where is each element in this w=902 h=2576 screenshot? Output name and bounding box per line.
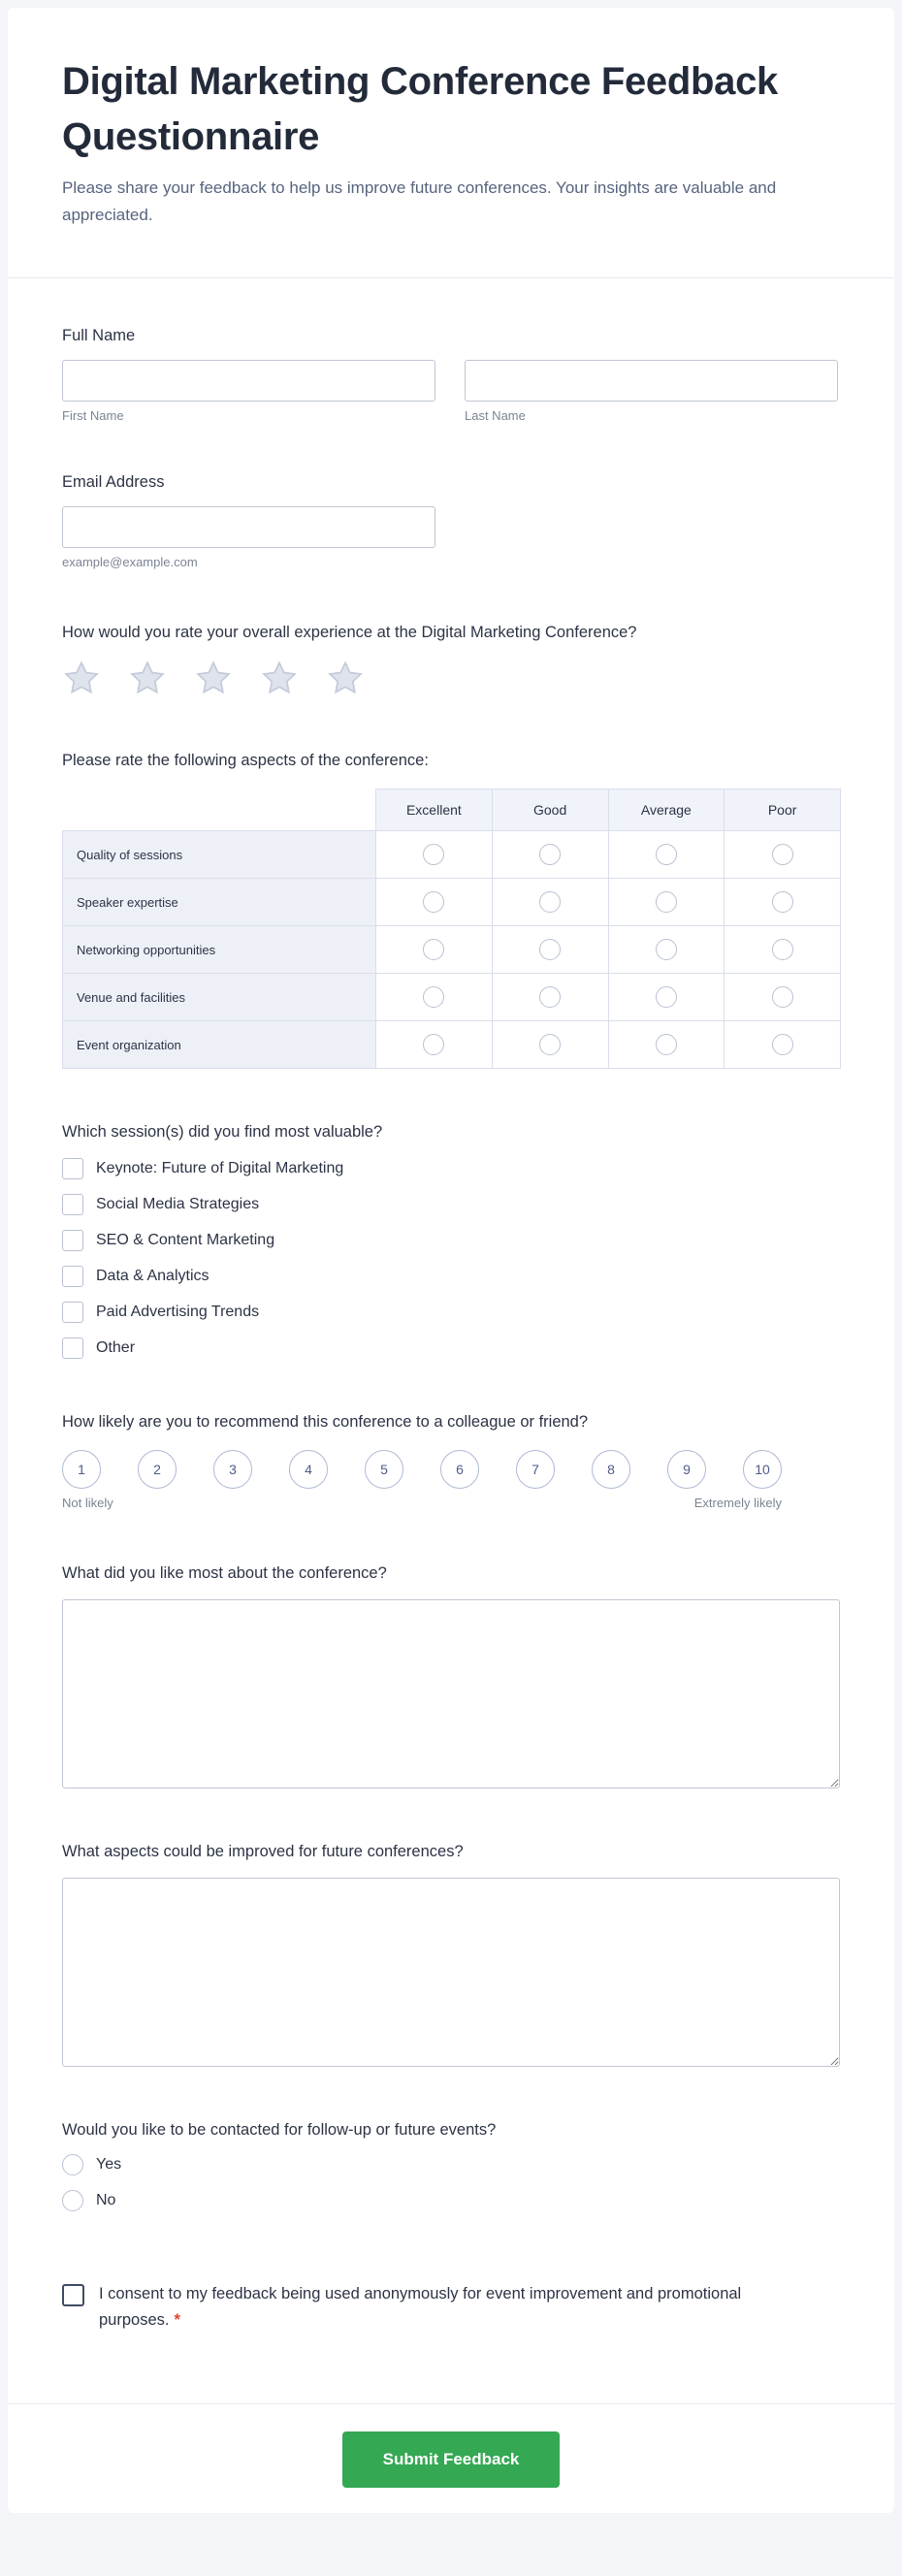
matrix-row [63, 1021, 841, 1069]
matrix-col-header: Good [492, 789, 608, 831]
form-footer [8, 2403, 894, 2513]
matrix-row-label: Speaker expertise [63, 879, 376, 926]
session-checkbox[interactable] [62, 1302, 83, 1323]
matrix-radio[interactable] [656, 891, 677, 913]
matrix-radio[interactable] [539, 1034, 561, 1055]
matrix-row-label: Event organization [63, 1021, 376, 1069]
question-improvements [62, 1841, 840, 2067]
nps-circle-4[interactable]: 4 [289, 1450, 328, 1489]
matrix-row [63, 879, 841, 926]
nps-circle-8[interactable]: 8 [592, 1450, 630, 1489]
matrix-radio[interactable] [423, 844, 444, 865]
question-recommend [62, 1411, 840, 1510]
matrix-col-header: Average [608, 789, 725, 831]
matrix-row-label: Quality of sessions [63, 831, 376, 879]
session-option-label: Data & Analytics [96, 1268, 209, 1284]
matrix-radio[interactable] [772, 1034, 793, 1055]
question-liked-most [62, 1562, 840, 1788]
nps-scale [62, 1450, 782, 1489]
contact-option-label: No [96, 2192, 116, 2208]
nps-left-label: Not likely [62, 1496, 113, 1510]
nps-circle-7[interactable]: 7 [516, 1450, 555, 1489]
session-checkbox[interactable] [62, 1230, 83, 1251]
last-name-input[interactable] [465, 360, 838, 402]
checkbox-option [62, 1302, 840, 1323]
matrix-radio[interactable] [656, 1034, 677, 1055]
session-checkbox[interactable] [62, 1194, 83, 1215]
matrix-radio[interactable] [772, 891, 793, 913]
overall-rating-label: How would you rate your overall experience at the Digital Marketing Conference? [62, 624, 637, 641]
email-input[interactable] [62, 506, 435, 548]
session-checkbox[interactable] [62, 1337, 83, 1359]
contact-option-label: Yes [96, 2156, 122, 2173]
checkbox-option [62, 1266, 840, 1287]
session-checkbox[interactable] [62, 1158, 83, 1179]
star-icon[interactable] [326, 659, 365, 697]
star-rating [62, 659, 840, 697]
matrix-row [63, 926, 841, 974]
question-overall-experience [62, 622, 840, 697]
sessions-options [62, 1158, 840, 1359]
matrix-radio[interactable] [772, 939, 793, 960]
contact-radio-no[interactable] [62, 2190, 83, 2211]
contact-radio-yes[interactable] [62, 2154, 83, 2175]
matrix-radio[interactable] [539, 891, 561, 913]
matrix-radio[interactable] [772, 986, 793, 1008]
consent-label [99, 2281, 821, 2334]
form-card [8, 8, 894, 2513]
nps-circle-6[interactable]: 6 [440, 1450, 479, 1489]
contact-label: Would you like to be contacted for follow-up or future events? [62, 2121, 497, 2139]
question-contact [62, 2119, 840, 2211]
matrix-radio[interactable] [539, 844, 561, 865]
nps-circle-9[interactable]: 9 [667, 1450, 706, 1489]
nps-circle-5[interactable]: 5 [365, 1450, 403, 1489]
checkbox-option [62, 1230, 840, 1251]
session-option-label: Paid Advertising Trends [96, 1304, 260, 1320]
checkbox-option [62, 1158, 840, 1179]
name-fields-row [62, 360, 840, 423]
matrix-radio[interactable] [656, 844, 677, 865]
liked-most-label: What did you like most about the conference? [62, 1564, 387, 1582]
first-name-sublabel: First Name [62, 408, 124, 423]
star-icon[interactable] [194, 659, 233, 697]
rating-matrix [62, 789, 841, 1069]
page-subtitle: Please share your feedback to help us improve future conferences. Your insights are valuable and appreciated. [62, 178, 777, 224]
matrix-radio[interactable] [423, 939, 444, 960]
radio-option [62, 2190, 840, 2211]
nps-circle-10[interactable]: 10 [743, 1450, 782, 1489]
matrix-radio[interactable] [423, 891, 444, 913]
question-consent [62, 2281, 840, 2334]
consent-label-text: I consent to my feedback being used anonymously for event improvement and promotional purposes. [99, 2285, 742, 2329]
form-body [8, 325, 894, 2334]
matrix-col-header: Excellent [376, 789, 493, 831]
nps-circle-1[interactable]: 1 [62, 1450, 101, 1489]
checkbox-option [62, 1337, 840, 1359]
star-icon[interactable] [62, 659, 101, 697]
first-name-input[interactable] [62, 360, 435, 402]
session-checkbox[interactable] [62, 1266, 83, 1287]
nps-circle-3[interactable]: 3 [213, 1450, 252, 1489]
checkbox-option [62, 1194, 840, 1215]
matrix-radio[interactable] [423, 1034, 444, 1055]
star-icon[interactable] [260, 659, 299, 697]
email-label: Email Address [62, 473, 165, 491]
session-option-label: Social Media Strategies [96, 1196, 260, 1212]
radio-option [62, 2154, 840, 2175]
question-email [62, 471, 840, 569]
matrix-label: Please rate the following aspects of the conference: [62, 752, 429, 769]
email-sublabel: example@example.com [62, 555, 198, 569]
matrix-row [63, 831, 841, 879]
matrix-row [63, 974, 841, 1021]
matrix-radio[interactable] [772, 844, 793, 865]
matrix-radio[interactable] [539, 939, 561, 960]
required-asterisk: * [174, 2311, 180, 2329]
nps-label: How likely are you to recommend this conference to a colleague or friend? [62, 1413, 589, 1431]
matrix-row-label: Venue and facilities [63, 974, 376, 1021]
matrix-row-label: Networking opportunities [63, 926, 376, 974]
liked-most-textarea[interactable] [62, 1599, 840, 1788]
matrix-col-header: Poor [725, 789, 841, 831]
matrix-corner-cell [63, 789, 376, 831]
form-header [8, 8, 894, 278]
nps-scale-labels [62, 1496, 782, 1510]
fullname-label: Full Name [62, 327, 136, 344]
nps-circle-2[interactable]: 2 [138, 1450, 177, 1489]
nps-right-label: Extremely likely [693, 1496, 782, 1510]
session-option-label: SEO & Content Marketing [96, 1232, 275, 1248]
session-option-label: Other [96, 1339, 136, 1356]
contact-options [62, 2154, 840, 2211]
matrix-radio[interactable] [423, 986, 444, 1008]
first-name-col [62, 360, 435, 423]
last-name-sublabel: Last Name [465, 408, 526, 423]
improvements-label: What aspects could be improved for future conferences? [62, 1843, 464, 1860]
matrix-radio[interactable] [539, 986, 561, 1008]
star-icon[interactable] [128, 659, 167, 697]
session-option-label: Keynote: Future of Digital Marketing [96, 1160, 344, 1176]
sessions-label: Which session(s) did you find most valuable? [62, 1123, 383, 1141]
last-name-col [465, 360, 838, 423]
consent-checkbox[interactable] [62, 2284, 84, 2306]
question-matrix [62, 750, 840, 1069]
question-full-name [62, 325, 840, 423]
matrix-radio[interactable] [656, 986, 677, 1008]
matrix-radio[interactable] [656, 939, 677, 960]
question-sessions [62, 1121, 840, 1359]
submit-button[interactable]: Submit Feedback [342, 2431, 560, 2488]
page-title: Digital Marketing Conference Feedback Questionnaire [62, 60, 778, 158]
improvements-textarea[interactable] [62, 1878, 840, 2067]
